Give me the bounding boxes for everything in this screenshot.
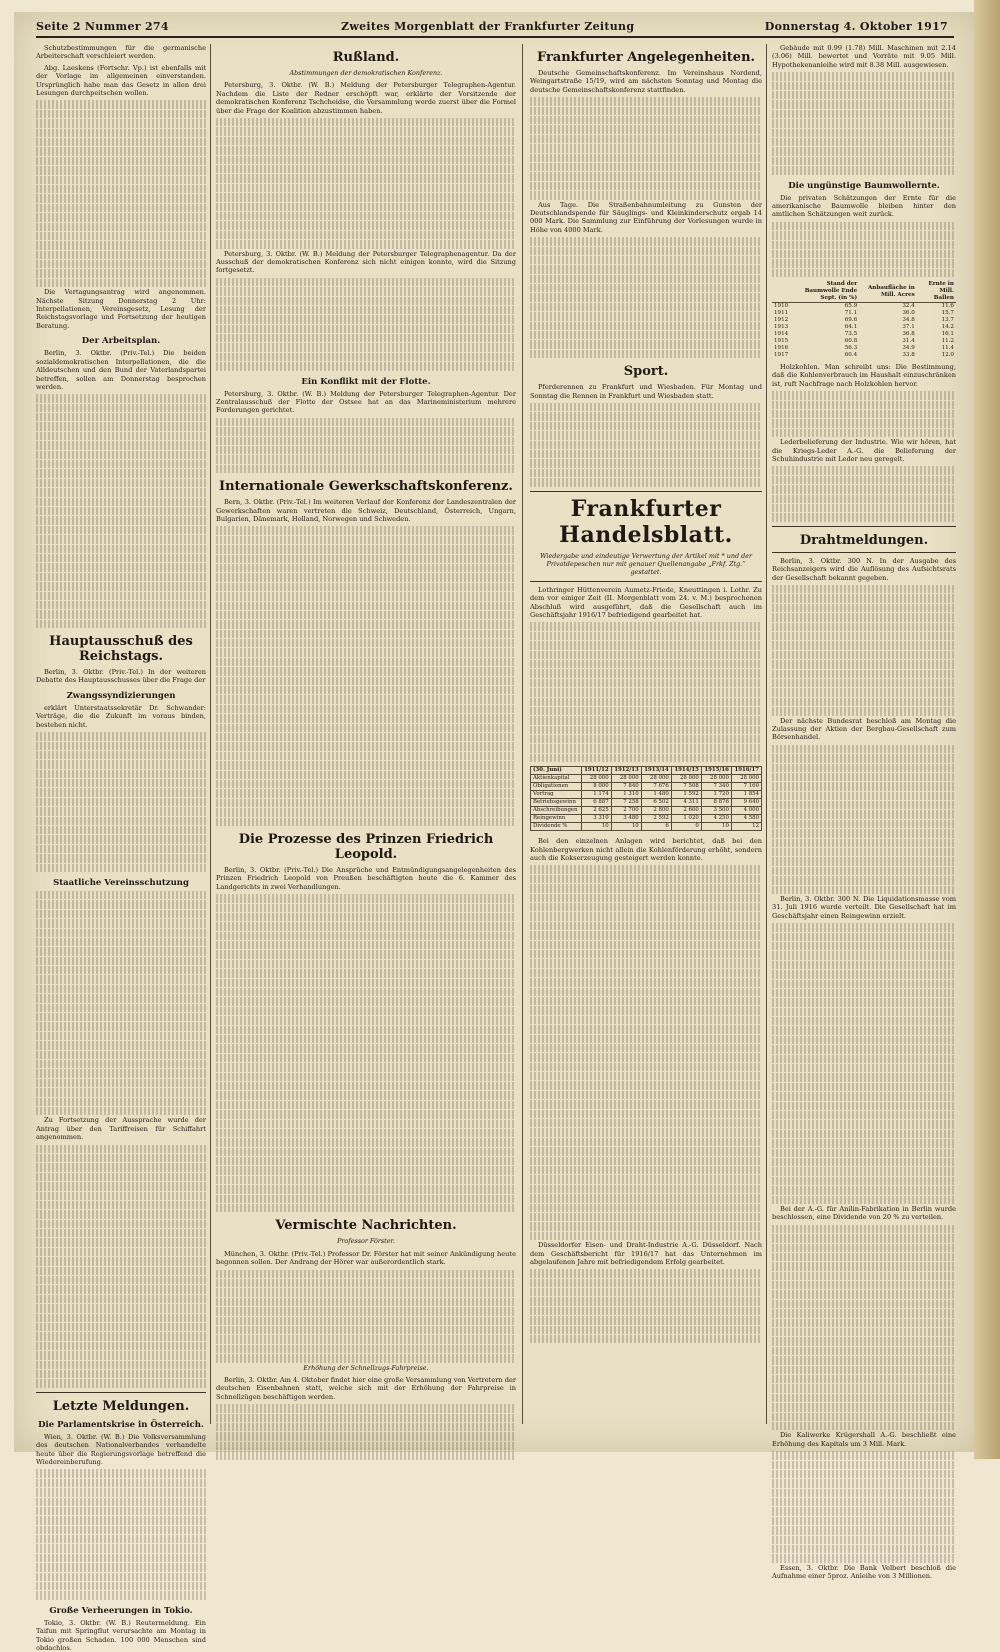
table-cell: 28 000 (641, 775, 671, 783)
table-cell: 2 592 (641, 815, 671, 823)
table-cell: 1917 (774, 352, 789, 359)
table-row (531, 807, 762, 815)
table-cell: 28 000 (701, 775, 731, 783)
table-cell: 4 000 (731, 807, 761, 815)
table-cell: 10 (701, 823, 731, 831)
table-row (772, 317, 956, 324)
cotton-table (772, 281, 956, 359)
table-cell: 1 720 (701, 791, 731, 799)
article-text: Abg. Laeskens (Fortschr. Vp.) ist ebenfalls mit der Vorlage im allgemeinen einverstanden. Ursprünglich habe man das Gesetz in allen drei Lesungen durchpeitschen wollen. (36, 63, 206, 98)
article-text: erklärt Unterstaatssekretär Dr. Schwander: Verträge, die die Zukunft im voraus binden, bestehen nicht. (36, 703, 206, 729)
table-header-cell: 1915/16 (701, 767, 731, 775)
section-subheading: Die Parlamentskrise in Österreich. (38, 1419, 204, 1430)
table-cell: 2 600 (671, 807, 701, 815)
article-text: Düsseldorfer Eisen- und Draht-Industrie A.-G. Düsseldorf. Nach dem Geschäftsbericht für 1916/17 hat das Unternehmen im abgelaufenen Jahre mit befriedigendem Erfolg gearbeitet. (530, 1241, 762, 1266)
table-cell: 6 (641, 823, 671, 831)
article-text: Die Vertagungsantrag wird angenommen. Nächste Sitzung Donnerstag 2 Uhr: Interpellationen, Vereinsgesetz, Lesung der Reichstagsvorlage und Fortsetzung der heutigen Beratung. (36, 288, 206, 330)
table-row (531, 775, 762, 783)
table-cell: 1915 (774, 338, 789, 345)
table-cell: 4 580 (731, 815, 761, 823)
table-cell: 28 000 (581, 775, 611, 783)
article-text: Bern, 3. Oktbr. (Priv.-Tel.) Im weiteren Verlauf der Konferenz der Landeszentralen der Gewerkschaften waren vertreten die Schweiz, Deutschland, Österreich, Ungarn, Bulgarien, Dänemark, Holland, Norwegen und Schweden. (216, 498, 516, 523)
table-row (531, 815, 762, 823)
article-text: Berlin, 3. Oktbr. (Priv.-Tel.) Die Ansprüche und Entmündigungsangelegenheiten des Prinzen Friedrich Leopold von Preußen beschäftigten heute die 6. Kammer des Landgerichts in zwei Verhandlungen. (216, 865, 516, 891)
table-cell: 11.6 (941, 303, 954, 310)
article-text: Wien, 3. Oktbr. (W. B.) Die Volksversammlung des deutschen Nationalverbandes verhandelte heute über die Regierungsvorlage betreffend die Wiedereinberufung. (36, 1432, 206, 1466)
table-cell: 69.6 (844, 317, 858, 324)
article-text: Berlin, 3. Oktbr. (Priv.-Tel.) Die beiden sozialdemokratischen Interpellationen, die die Alldeutschen und den Bund der Vaterlandspartei betreffen, sollen am Donnerstag besprochen werden. (36, 349, 206, 391)
table-cell: 3 480 (611, 815, 641, 823)
section-heading: Die ungünstige Baumwollernte. (788, 180, 940, 191)
table-cell: 1 174 (581, 791, 611, 799)
table-cell: 1 310 (611, 791, 641, 799)
article-text: Bei den einzelnen Anlagen wird berichtet, daß bei den Kohlenbergwerken nicht allein die Kohlenförderung erhöht, sondern auch die Kokserzeugung gesteigert werden konnte. (530, 837, 762, 863)
table-cell: Vortrag (531, 791, 582, 799)
table-header-cell: 1916/17 (731, 767, 761, 775)
table-cell: 73.5 (844, 331, 858, 338)
table-cell: 11.4 (941, 345, 954, 352)
table-cell: 64.1 (844, 324, 858, 331)
table-cell: 1 480 (641, 791, 671, 799)
article-text: Aus Tage. Die Straßenbahnumleitung zu Gunsten der Deutschlandspende für Säuglings- und Kleinkinderschutz ergab 14 000 Mark. Die Sammlung zur Einführung der Vorlesungen wurde in Höhe von 4000 Mark. (530, 200, 762, 234)
table-cell: 33.8 (902, 352, 915, 359)
table-cell: 7 340 (701, 783, 731, 791)
section-subheading: Wiedergabe und eindeutige Verwertung der Artikel mit * und der Privatdepeschen nur mit genauer Quellenangabe „Frkf. Ztg.“ gestattet. (539, 551, 753, 577)
table-cell: 34.8 (902, 317, 915, 324)
table-header-cell: 1913/14 (641, 767, 671, 775)
table-cell: 16.1 (941, 331, 954, 338)
header-date: Donnerstag 4. Oktober 1917 (764, 20, 948, 33)
section-heading: Zwangssyndizierungen (66, 690, 176, 701)
table-cell: 4 250 (701, 815, 731, 823)
table-cell: 1913 (774, 324, 789, 331)
section-heading: Rußland. (332, 50, 400, 65)
table-cell: 1 854 (731, 791, 761, 799)
column-rule (522, 44, 523, 1424)
article-text: Petersburg, 3. Oktbr. (W. B.) Meldung der Petersburger Telegraphen-Agentur. Der Zentralausschuß der Flotte der Ostsee hat an das Marineministerium mehrere Forderungen gerichtet. (216, 389, 516, 415)
table-cell: 60.4 (844, 352, 858, 359)
table-cell: 3 310 (581, 815, 611, 823)
table-cell: 1 592 (671, 791, 701, 799)
table-row (531, 783, 762, 791)
article-text: Deutsche Gemeinschaftskonferenz. Im Vereinshaus Nordend, Weingartstraße 15/19, wird am nächsten Sonntag und Montag die deutsche Gemeinschaftskonferenz stattfinden. (530, 69, 762, 94)
header-masthead: Zweites Morgenblatt der Frankfurter Zeitung (341, 20, 635, 33)
table-cell: 2 700 (611, 807, 641, 815)
table-cell: 1914 (774, 331, 789, 338)
table-cell: 12.0 (941, 352, 954, 359)
section-heading: Staatliche Vereinsschutzung (53, 877, 189, 888)
article-text: Gebäude mit 0.99 (1.78) Mill. Maschinen mit 2.14 (3.06) Mill. bewertet und Vorräte mit 9.05 Mill. Hypothekenanleihe wird mit 8.38 Mill. ausgewiesen. (772, 44, 956, 69)
article-text: Zu Fortsetzung der Aussprache wurde der Antrag über den Tariffreisen für Schiffahrt angenommen. (36, 1116, 206, 1142)
section-subheading: Erhöhung der Schnellzugs-Fahrpreise. (303, 1363, 429, 1372)
table-header-cell: Stand der Baumwolle Ende Sept. (in %) (790, 281, 859, 303)
table-cell: 36.8 (902, 331, 915, 338)
table-row (772, 324, 956, 331)
section-heading: Vermischte Nachrichten. (275, 1218, 457, 1234)
table-header-cell: 1912/13 (611, 767, 641, 775)
table-cell: 1 020 (671, 815, 701, 823)
column-rule (766, 44, 767, 1424)
page-header (36, 18, 954, 38)
table-cell: 37.1 (902, 324, 915, 331)
article-text: Petersburg, 3. Oktbr. (W. B.) Meldung der Petersburger Telegraphenagentur. Da der Ausschuß der demokratischen Konferenz sich nicht einigen konnte, wird die Sitzung fortgesetzt. (216, 249, 516, 275)
table-cell: 1911 (774, 310, 789, 317)
table-cell: 7 160 (731, 783, 761, 791)
section-heading: Hauptausschuß des Reichstags. (49, 634, 193, 665)
table-header-cell: 1914/15 (671, 767, 701, 775)
section-heading: Große Verheerungen in Tokio. (49, 1605, 193, 1616)
table-cell: 34.9 (902, 345, 915, 352)
article-text: Essen, 3. Oktbr. Die Bank Velbert beschloß die Aufnahme einer 5proz. Anleihe von 3 Millionen. (772, 1563, 956, 1581)
table-cell: 4 311 (671, 799, 701, 807)
table-cell: 7 840 (611, 783, 641, 791)
section-heading: Die Prozesse des Prinzen Friedrich Leopold. (238, 831, 494, 862)
section-heading: Frankfurter Handelsblatt. (559, 495, 733, 548)
table-header-cell: (30. Juni) (531, 767, 582, 775)
table-cell: 13.7 (941, 317, 954, 324)
section-heading: Der Arbeitsplan. (81, 336, 161, 347)
column-rule (210, 44, 211, 1424)
table-header-cell (772, 281, 790, 303)
table-cell: 1912 (774, 317, 789, 324)
table-cell: 36.0 (902, 310, 915, 317)
article-text: Berlin, 3. Oktbr. Am 4. Oktober findet hier eine große Versammlung von Vertretern der deutschen Eisenbahnen statt, welche sich mit der Erhöhung der Fahrpreise in Schnellzügen beschäftigen werden. (216, 1375, 516, 1401)
table-cell: Betriebsgewinn (531, 799, 582, 807)
table-cell: 28 000 (611, 775, 641, 783)
table-cell: 31.4 (902, 338, 915, 345)
table-cell: 2 625 (581, 807, 611, 815)
table-cell: 32.4 (902, 303, 915, 310)
table-cell: 8 876 (701, 799, 731, 807)
table-cell: 65.9 (844, 303, 858, 310)
page-edge (974, 0, 1000, 1459)
table-row (772, 352, 956, 359)
table-cell: 1910 (774, 303, 789, 310)
table-cell: 3 500 (701, 807, 731, 815)
table-cell: 0 (671, 823, 701, 831)
section-heading: Drahtmeldungen. (799, 532, 929, 548)
column-1 (36, 44, 206, 1652)
table-cell: 28 000 (671, 775, 701, 783)
section-heading: Frankfurter Angelegenheiten. (536, 50, 756, 65)
table-row (772, 345, 956, 352)
section-heading: Ein Konflikt mit der Flotte. (301, 376, 431, 387)
table-cell: 8 000 (581, 783, 611, 791)
section-heading: Letzte Meldungen. (52, 1398, 190, 1414)
article-text: Pferderennen zu Frankfurt und Wiesbaden. Für Montag und Sonntag die Rennen in Frankfurt und Wiesbaden statt. (530, 383, 762, 400)
table-row (531, 823, 762, 831)
table-row (531, 799, 762, 807)
table-cell: 7 508 (671, 783, 701, 791)
table-header-cell: 1911/12 (581, 767, 611, 775)
article-text: Die privaten Schätzungen der Ernte für die amerikanische Baumwolle bleiben hinter den amtlichen Schätzungen weit zurück. (772, 193, 956, 219)
table-row (772, 331, 956, 338)
table-cell: 7 676 (641, 783, 671, 791)
table-header-cell: Ernte in Mill. Ballen (917, 281, 956, 303)
table-cell: 1916 (774, 345, 789, 352)
section-subheading: Abstimmungen der demokratischen Konferenz. (289, 69, 443, 77)
article-text: Die Kaliwerke Krügershall A.-G. beschließt eine Erhöhung des Kapitals um 3 Mill. Mark. (772, 1431, 956, 1448)
table-cell: 14.2 (941, 324, 954, 331)
column-3 (530, 44, 762, 1424)
table-cell: Obligationen (531, 783, 582, 791)
table-cell: Abschreibungen (531, 807, 582, 815)
table-cell: 56.3 (844, 345, 858, 352)
article-text: Lothringer Hüttenverein Aumetz-Friede, Kneuttingen i. Lothr. Zu dem vor einiger Zeit (II. Morgenblatt vom 24. v. M.) besprochenen Abschluß wird ausgeführt, daß die Gesellschaft auch im Geschäftsjahr 1916/17 befriedigend gearbeitet hat. (530, 585, 762, 619)
article-text: Tokio, 3. Oktbr. (W. B.) Reutermeldung. Ein Taifun mit Springflut verursachte am Montag in Tokio großen Schaden. 100 000 Menschen sind obdachlos. (36, 1618, 206, 1652)
article-text: München, 3. Oktbr. (Priv.-Tel.) Professor Dr. Förster hat mit seiner Ankündigung heute begonnen sollen. Der Andrang der Hörer war außerordentlich stark. (216, 1249, 516, 1267)
table-cell: 15.7 (941, 310, 954, 317)
table-header-cell: Anbaufläche in Mill. Acres (859, 281, 917, 303)
table-cell: 71.1 (844, 310, 858, 317)
table-row (772, 303, 956, 311)
section-heading: Sport. (623, 364, 669, 380)
article-text: Bei der A.-G. für Anilin-Fabrikation in Berlin wurde beschlossen, eine Dividende von 20 % zu verteilen. (772, 1204, 956, 1222)
table-row (772, 310, 956, 317)
table-cell: 7 258 (611, 799, 641, 807)
table-cell: 10 (611, 823, 641, 831)
table-cell: 11.2 (941, 338, 954, 345)
table-cell: Reingewinn (531, 815, 582, 823)
article-text: Berlin, 3. Oktbr. (Priv.-Tel.) In der weiteren Debatte des Hauptausschusses über die Frage der (36, 668, 206, 685)
table-cell: 6 887 (581, 799, 611, 807)
table-row (531, 791, 762, 799)
table-cell: 2 800 (641, 807, 671, 815)
header-page-number: Seite 2 Nummer 274 (36, 20, 169, 33)
table-row (772, 338, 956, 345)
article-text: Der nächste Bundesrat beschloß am Montag die Zulassung der Aktien der Bergbau-Gesellschaft zum Börsenhandel. (772, 716, 956, 742)
column-2 (216, 44, 516, 1424)
table-cell: 12 (731, 823, 761, 831)
section-subheading: Professor Förster. (337, 1237, 395, 1246)
table-cell: 10 (581, 823, 611, 831)
financial-table (530, 766, 762, 831)
table-cell: 28 000 (731, 775, 761, 783)
article-text: Petersburg, 3. Oktbr. (W. B.) Meldung der Petersburger Telegraphen-Agentur. Nachdem die Liste der Redner erschöpft war, erklärte der Vorsitzende der demokratischen Konferenz Tschcheidse, die Versammlung werde zuerst über die Formel über die Frage der Koalition abzustimmen haben. (216, 81, 516, 115)
article-text: Berlin, 3. Oktbr. 300 N. In der Ausgabe des Reichsanzeigers wird die Auflösung des Aufsichtsrats der Gesellschaft bekannt gegeben. (772, 556, 956, 582)
table-cell: 6 502 (641, 799, 671, 807)
table-cell: 60.8 (844, 338, 858, 345)
article-text: Berlin, 3. Oktbr. 300 N. Die Liquidationsmasse vom 31. Juli 1916 wurde verteilt. Die Gesellschaft hat im Geschäftsjahr einen Reingewinn erzielt. (772, 894, 956, 920)
section-heading: Internationale Gewerkschaftskonferenz. (219, 479, 513, 495)
article-text: Schutzbestimmungen für die germanische Arbeiterschaft verschleiert werden. (36, 44, 206, 61)
table-cell: 9 640 (731, 799, 761, 807)
table-cell: Dividende % (531, 823, 582, 831)
article-text: Holzkohlen. Man schreibt uns: Die Bestimmung, daß die Kohlenverbrauch im Haushalt einzuschränken ist, ruft Nachfrage nach Holzkohlen hervor. (772, 363, 956, 388)
article-text: Lederbelieferung der Industrie. Wie wir hören, hat die Kriegs-Leder A.-G. die Belieferung der Schuhindustrie mit Leder neu geregelt. (772, 438, 956, 464)
table-cell: Aktienkapital (531, 775, 582, 783)
column-4 (772, 44, 956, 1581)
